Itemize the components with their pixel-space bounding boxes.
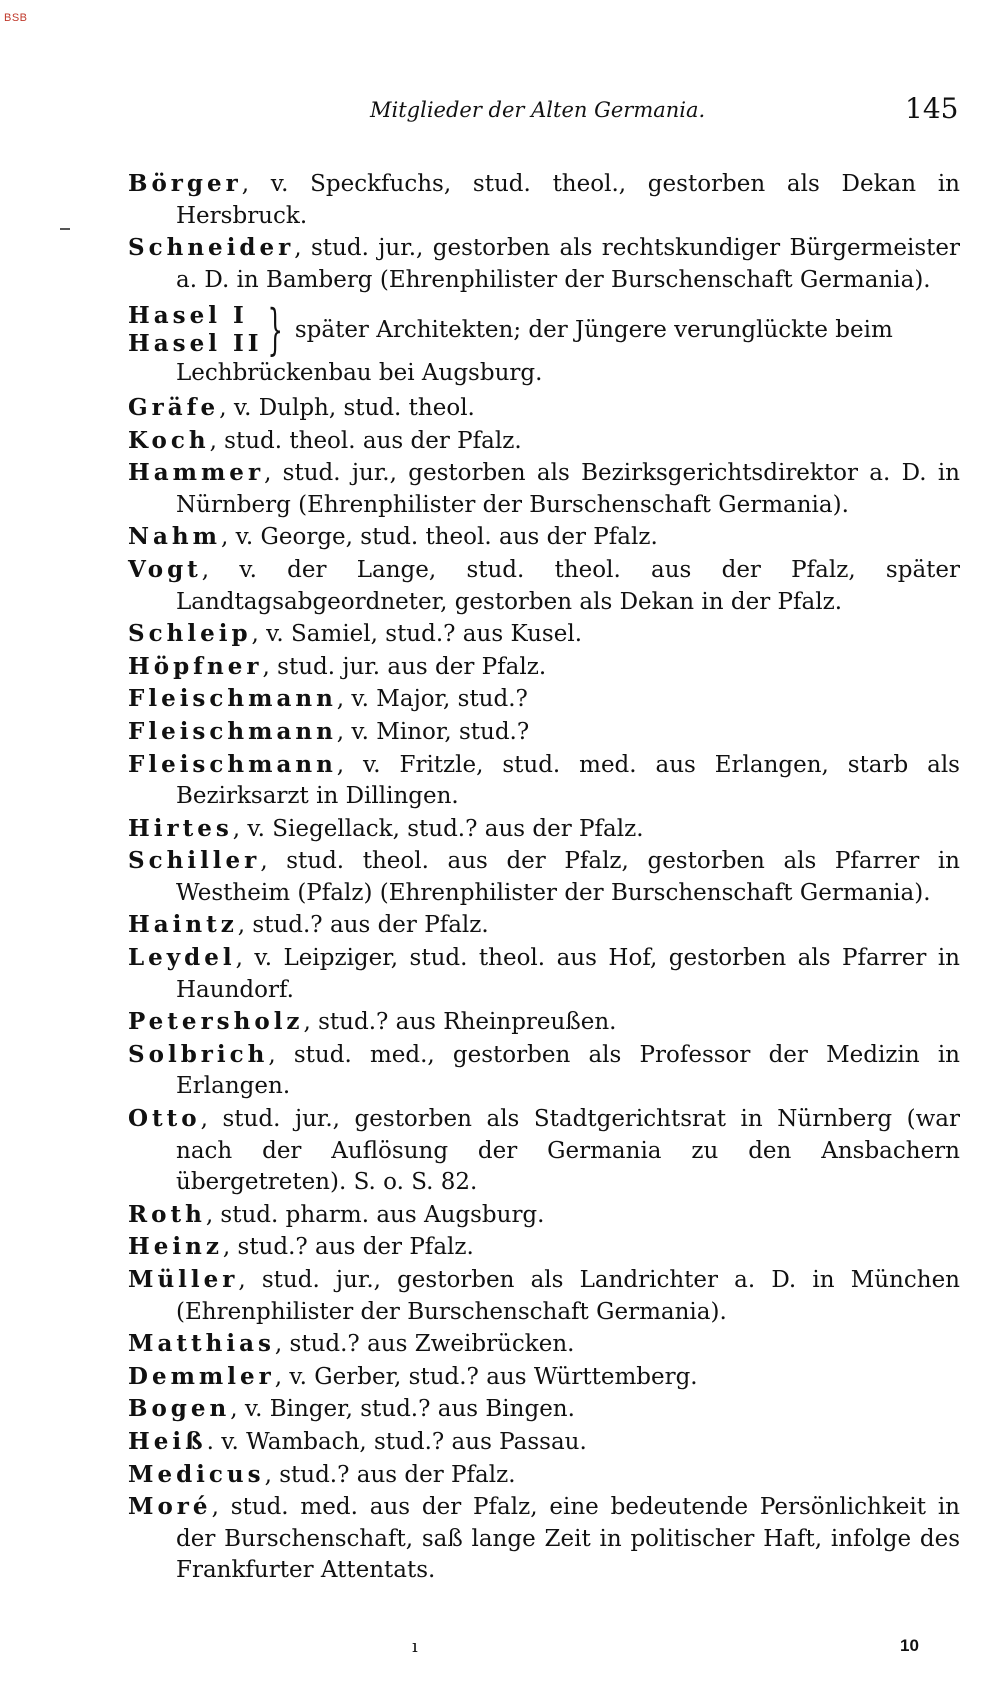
- member-name: Hirtes: [128, 814, 233, 842]
- member-entry: [128, 1491, 960, 1587]
- hasel-names: [128, 302, 262, 358]
- member-description-continued: Lechbrückenbau bei Augsburg.: [176, 360, 543, 387]
- member-name: Höpfner: [128, 652, 263, 680]
- member-description: , v. Major, stud.?: [336, 686, 528, 713]
- member-name: Schneider: [128, 234, 295, 262]
- member-name: Nahm: [128, 523, 221, 551]
- member-description: , v. der Lange, stud. theol. aus der Pfalz, später Landtagsabgeordneter, gestorben als Dekan in der Pfalz.: [176, 556, 960, 615]
- running-title: Mitglieder der Alten Germania.: [370, 98, 706, 122]
- member-name: Haintz: [128, 911, 238, 939]
- member-description: , v. George, stud. theol. aus der Pfalz.: [221, 524, 658, 551]
- member-name: Heinz: [128, 1233, 223, 1261]
- member-description: , stud. theol. aus der Pfalz, gestorben als Pfarrer in Westheim (Pfalz) (Ehrenphilister der Burschenschaft Germania).: [176, 848, 960, 906]
- member-name: Otto: [128, 1105, 201, 1133]
- member-description: , v. Minor, stud.?: [336, 718, 530, 745]
- member-name: Leydel: [128, 944, 236, 972]
- member-description: , stud. jur., gestorben als Stadtgerichtsrat in Nürnberg (war nach der Auflösung der Germania zu den Ansbachern übergetreten). S. o. S. 82.: [176, 1106, 960, 1196]
- member-description: , stud. med., gestorben als Professor der Medizin in Erlangen.: [176, 1041, 960, 1100]
- member-description: , stud. pharm. aus Augsburg.: [205, 1201, 545, 1228]
- member-entry: [128, 457, 960, 521]
- member-name: Medicus: [128, 1460, 265, 1488]
- member-name: Matthias: [128, 1330, 275, 1358]
- member-description: später Architekten; der Jüngere verunglückte beim: [294, 317, 893, 344]
- member-entry: [128, 232, 960, 296]
- member-entry: [128, 1264, 960, 1328]
- grouping-brace: }: [267, 298, 284, 362]
- page-number: 145: [905, 92, 959, 125]
- member-description: , v. Fritzle, stud. med. aus Erlangen, starb als Bezirksarzt in Dillingen.: [176, 751, 960, 810]
- member-entry: [128, 909, 960, 942]
- member-name: Koch: [128, 426, 210, 454]
- member-entry: [128, 1006, 960, 1039]
- member-description: , v. Speckfuchs, stud. theol., gestorben als Dekan in Hersbruck.: [176, 171, 960, 229]
- member-entry: [128, 618, 960, 651]
- member-name: Schiller: [128, 847, 261, 875]
- member-name: Fleischmann: [128, 750, 337, 778]
- running-header: [0, 92, 1000, 132]
- member-entry: [128, 392, 960, 425]
- member-description: , stud. med. aus der Pfalz, eine bedeutende Persönlichkeit in der Burschenschaft, saß lange Zeit in politischer Haft, infolge des Frankfurter Attentats.: [176, 1494, 960, 1584]
- member-entry: [128, 1393, 960, 1426]
- member-description: , v. Dulph, stud. theol.: [219, 394, 475, 421]
- member-name: Hasel I: [128, 302, 248, 330]
- hasel-entry: [128, 298, 960, 362]
- member-description: , stud.? aus Rheinpreußen.: [303, 1009, 617, 1036]
- member-entry: [128, 1361, 960, 1394]
- member-description: , v. Leipziger, stud. theol. aus Hof, gestorben als Pfarrer in Haundorf.: [176, 945, 960, 1003]
- member-name: Moré: [128, 1493, 212, 1521]
- member-entry: [128, 1459, 960, 1492]
- member-entry: [128, 425, 960, 458]
- member-name: Demmler: [128, 1362, 275, 1390]
- member-entry: [128, 813, 960, 846]
- member-name: Schleip: [128, 620, 252, 648]
- member-description: , v. Samiel, stud.? aus Kusel.: [251, 621, 583, 648]
- member-name: Heiß: [128, 1427, 207, 1455]
- member-description: , stud. jur., gestorben als Bezirksgerichtsdirektor a. D. in Nürnberg (Ehrenphilister der Burschenschaft Germania).: [176, 460, 960, 518]
- member-entry: [128, 1231, 960, 1264]
- signature-number: 10: [900, 1636, 919, 1655]
- member-description: . v. Wambach, stud.? aus Passau.: [206, 1428, 587, 1455]
- member-description: , stud.? aus der Pfalz.: [264, 1461, 516, 1488]
- library-watermark: BSB: [4, 12, 28, 24]
- member-description: , v. Gerber, stud.? aus Württemberg.: [274, 1363, 698, 1390]
- member-list: [128, 168, 960, 1587]
- member-entry: [128, 554, 960, 618]
- member-entry: [128, 651, 960, 684]
- member-description: , stud. jur. aus der Pfalz.: [262, 653, 547, 680]
- member-entry: [128, 1426, 960, 1459]
- member-name: Solbrich: [128, 1040, 269, 1068]
- member-entry: [128, 521, 960, 554]
- member-name: Hasel II: [128, 330, 263, 358]
- member-entry: [128, 749, 960, 813]
- member-description: , stud.? aus der Pfalz.: [222, 1234, 474, 1261]
- member-entry: [128, 942, 960, 1006]
- member-name: Vogt: [128, 555, 202, 583]
- member-name: Müller: [128, 1266, 239, 1293]
- member-description: , stud.? aus der Pfalz.: [237, 912, 489, 939]
- member-description: , v. Siegellack, stud.? aus der Pfalz.: [232, 815, 644, 842]
- member-name: Bogen: [128, 1395, 231, 1423]
- member-entry: [128, 683, 960, 716]
- member-description: , v. Binger, stud.? aus Bingen.: [230, 1396, 575, 1423]
- member-entry: [128, 1103, 960, 1199]
- member-entry: [128, 716, 960, 749]
- member-name: Fleischmann: [128, 685, 337, 713]
- member-description: , stud. jur., gestorben als Landrichter a. D. in München (Ehrenphilister der Burschenschaft Germania).: [176, 1267, 960, 1325]
- member-description: , stud. jur., gestorben als rechtskundiger Bürgermeister a. D. in Bamberg (Ehrenphilister der Burschenschaft Germania).: [176, 235, 960, 293]
- member-name: Petersholz: [128, 1008, 304, 1036]
- member-name: Roth: [128, 1200, 206, 1228]
- member-name: Gräfe: [128, 393, 220, 421]
- member-entry: [128, 1199, 960, 1232]
- member-description: , stud. theol. aus der Pfalz.: [209, 427, 522, 454]
- member-name: Fleischmann: [128, 717, 337, 745]
- margin-mark: [60, 228, 70, 230]
- member-entry: [128, 1039, 960, 1103]
- member-description: , stud.? aus Zweibrücken.: [274, 1331, 575, 1358]
- member-name: Hammer: [128, 459, 265, 487]
- footer-mark: ı: [412, 1636, 418, 1657]
- member-entry: [128, 1328, 960, 1361]
- member-entry: [128, 845, 960, 909]
- member-name: Börger: [128, 170, 242, 197]
- member-entry: [128, 168, 960, 232]
